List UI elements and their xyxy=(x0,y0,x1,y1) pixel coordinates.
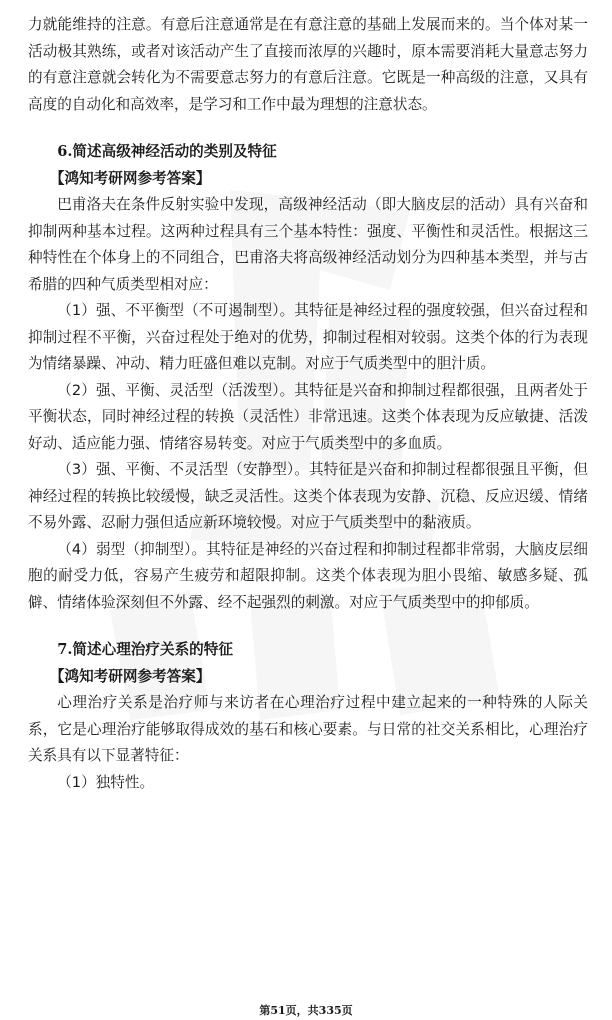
question-6-item-4: （4）弱型（抑制型）。其特征是神经的兴奋过程和抑制过程都非常弱，大脑皮层细胞的耐受力低，容易产生疲劳和超限抑制。这类个体表现为胆小畏缩、敏感多疑、孤僻、情绪体验深刻但不外露、经不起强烈的刺激。对应于气质类型中的抑郁质。 xyxy=(28,540,588,611)
question-7-title: 7.简述心理治疗关系的特征 xyxy=(57,641,233,658)
question-7-answer-tag: 【鸿知考研网参考答案】 xyxy=(49,667,211,685)
question-7-paragraph: 心理治疗关系是治疗师与来访者在心理治疗过程中建立起来的一种特殊的人际关系，它是心理治疗能够取得成效的基石和核心要素。与日常的社交关系相比，心理治疗关系具有以下显著特征： xyxy=(28,694,588,764)
page-footer: 第51页，共335页 xyxy=(259,1004,353,1017)
question-6-item-1: （1）强、不平衡型（不可遏制型）。其特征是神经过程的强度较强，但兴奋过程和抑制过程不平衡，兴奋过程处于绝对的优势，抑制过程相对较弱。这类个体的行为表现为情绪暴躁、冲动、精力旺盛但难以克制。对应于气质类型中的胆汁质。 xyxy=(28,302,588,372)
page-content xyxy=(28,12,588,796)
question-6-paragraph: 巴甫洛夫在条件反射实验中发现，高级神经活动（即大脑皮层的活动）具有兴奋和抑制两种基本过程。这两种过程具有三个基本特性：强度、平衡性和灵活性。根据这三种特性在个体身上的不同组合，巴甫洛夫将高级神经活动划分为四种基本类型，并与古希腊的四种气质类型相对应： xyxy=(28,196,588,293)
intro-paragraph: 力就能维持的注意。有意后注意通常是在有意注意的基础上发展而来的。当个体对某一活动极其熟练，或者对该活动产生了直接而浓厚的兴趣时，原本需要消耗大量意志努力的有意注意就会转化为不需要意志努力的有意后注意。它既是一种高级的注意，又具有高度的自动化和高效率，是学习和工作中最为理想的注意状态。 xyxy=(28,16,588,113)
question-6-item-3: （3）强、平衡、不灵活型（安静型）。其特征是兴奋和抑制过程都很强且平衡，但神经过程的转换比较缓慢，缺乏灵活性。这类个体表现为安静、沉稳、反应迟缓、情绪不易外露、忍耐力强但适应新环境较慢。对应于气质类型中的黏液质。 xyxy=(28,461,588,531)
question-7-item-1: （1）独特性。 xyxy=(57,773,155,791)
question-6-title: 6.简述高级神经活动的类别及特征 xyxy=(57,143,277,160)
question-6-answer-tag: 【鸿知考研网参考答案】 xyxy=(49,169,211,187)
question-6-item-2: （2）强、平衡、灵活型（活泼型）。其特征是兴奋和抑制过程都很强，且两者处于平衡状态，同时神经过程的转换（灵活性）非常迅速。这类个体表现为反应敏捷、活泼好动、适应能力强、情绪容易转变。对应于气质类型中的多血质。 xyxy=(28,381,588,452)
